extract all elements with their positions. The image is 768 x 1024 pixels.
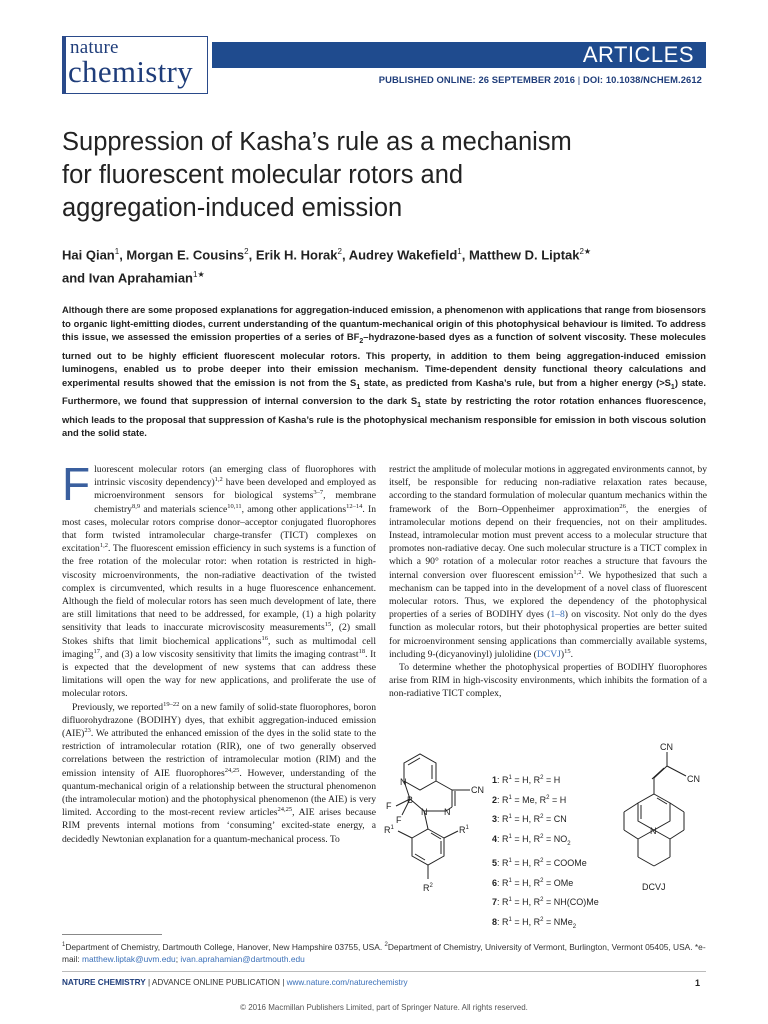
journal-website-link[interactable]: www.nature.com/naturechemistry: [286, 978, 408, 987]
author-list: [62, 242, 722, 289]
citation-ref[interactable]: 24,25: [277, 806, 293, 814]
compound-list: [492, 770, 599, 936]
compound-row: 1: $R^1 = H$, $R^2 = H$: [492, 775, 561, 785]
abstract-text: state by restricting the rotor rotation enhances fluorescence, which leads to the proposal that suppression of Kasha’s rule is the photophysical mechanism responsible for emission in both viscous solution and the solid state.: [62, 395, 706, 439]
atom-label: F: [396, 815, 402, 825]
subscript: 1: [356, 383, 361, 391]
citation-ref[interactable]: 17: [93, 647, 100, 655]
author-affiliation-mark: 2★: [579, 247, 592, 256]
atom-label: N: [650, 826, 657, 836]
copyright: © 2016 Macmillan Publishers Limited, part of Springer Nature. All rights reserved.: [240, 1003, 528, 1012]
compound-row: 6: $R^1 = H$, $R^2$ = OMe: [492, 877, 574, 888]
journal-footer: NATURE CHEMISTRY | ADVANCE ONLINE PUBLICATION | www.nature.com/naturechemistry: [62, 978, 408, 987]
citation-ref[interactable]: 8,9: [131, 502, 141, 510]
substituent-label: $R^2$: [423, 883, 433, 893]
atom-label: CN: [687, 774, 700, 784]
substituent-label: $R^1$: [384, 825, 394, 835]
citation-ref[interactable]: 16: [261, 634, 269, 642]
author-affiliation-mark: 2: [244, 247, 249, 256]
drop-cap: F: [62, 458, 91, 510]
body-paragraph: restrict the amplitude of molecular motions in aggregated environments cannot, by itself, be responsible for reducing non-radiative relaxation rates because, according to the standard formulation of molecular quantum mechanics within the framework of the Born–Oppenheimer approximation$^{26}$, the energies of intramolecular motions depend on their frequencies, not on their amplitudes. Instead, intramolecular motion must prevent access to a molecular structure that promotes non-radiative decay. One such molecular structure is a TICT complex in which a 90° rotation of a molecular rotor reaches a structure that favours the internal conversion over fluorescent emission$^{1,2}$. We hypothesized that such a mechanism can be tapped into in the development of a novel class of fluorescent molecular rotors. Thus, we explored the dependency of the photophysical properties of a series of BODIHY dyes (1–8) on viscosity. Not only do the dyes function as molecular rotors, but their photophysical properties are better suited for microenvironment sensing applications than commercially available systems, including 9-(dicyanovinyl) julolidine (DCVJ)$^{15}$.: [389, 464, 708, 660]
compound-row: 8: $R^1 = H$, $R^2 = NMe_2$: [492, 916, 577, 930]
citation-ref[interactable]: 12–14: [346, 502, 363, 510]
citation-ref[interactable]: 18: [358, 647, 366, 655]
author-affiliation-mark: 2: [337, 247, 342, 256]
bodihy-structure: [366, 745, 492, 905]
subscript: 1: [670, 383, 675, 391]
compound-link[interactable]: DCVJ: [536, 648, 561, 660]
compound-link[interactable]: 1–8: [550, 609, 565, 621]
compound-row: 5: $R^1 = H$, $R^2$ = COOMe: [492, 858, 587, 869]
citation-ref[interactable]: 1,2: [573, 568, 582, 576]
compound-row: 3: $R^1 = H$, $R^2$ = CN: [492, 814, 567, 825]
body-column-left: [62, 458, 377, 846]
doi[interactable]: DOI: 10.1038/NCHEM.2612: [582, 74, 702, 85]
compound-row: 4: $R^1 = H$, $R^2 = NO_2$: [492, 833, 571, 847]
citation-ref[interactable]: 15: [324, 621, 332, 629]
email-link[interactable]: ivan.aprahamian@dartmouth.edu: [180, 954, 305, 965]
citation-ref[interactable]: 15: [564, 647, 571, 655]
publication-info: [379, 74, 702, 85]
atom-label: B: [407, 795, 414, 805]
atom-label: N: [400, 777, 407, 787]
atom-label: F: [386, 801, 392, 811]
abstract-text: ) state. Furthermore, we found that suppression of internal conversion to the dark S: [62, 376, 706, 407]
body-paragraph: To determine whether the photophysical properties of BODIHY fluorophores arise from RIM in high-viscosity environments, which inhibits the formation of a non-radiative TICT complex,: [389, 662, 707, 700]
footnote-rule: [62, 934, 162, 935]
page-number: 1: [694, 978, 700, 988]
author-line: [62, 265, 722, 288]
atom-label: N: [444, 807, 451, 817]
journal-logo-bottom: chemistry: [68, 54, 193, 89]
author-line: [62, 242, 722, 265]
footer-rule: [62, 971, 706, 972]
atom-label: N: [421, 807, 428, 817]
author-name: and Ivan Aprahamian: [62, 270, 193, 286]
title-line: Suppression of Kasha’s rule as a mechanism: [62, 128, 572, 156]
abstract-text: Although there are some proposed explanations for aggregation-induced emission, a phenomenon with applications that range from biosensors to organic light-emitting diodes, current understanding of the quantum-mechanical origin of this photophysical behaviour is limited. To address this issue, we assessed the emission properties of a series of BF: [62, 304, 706, 343]
title-line: for fluorescent molecular rotors and: [62, 161, 464, 189]
journal-logo-top: nature: [70, 37, 119, 58]
compound-row: 2: $R^1 = Me$, $R^2 = H$: [492, 794, 567, 805]
abstract-text: –hydrazone-based dyes as a function of solvent viscosity. These molecules turned out to be highly efficient fluorescent molecular rotors. This property, in addition to them being aggregation-induced emission luminogens, enabled us to probe deeper into their emission mechanism. Time-dependent density functional theory calculations and experimental results showed that the emission is not from the S: [62, 331, 706, 388]
citation-ref[interactable]: 1,2: [214, 476, 223, 484]
subscript: 2: [359, 338, 364, 346]
citation-ref[interactable]: 24,25: [224, 766, 240, 774]
author-name: Hai Qian: [62, 247, 115, 263]
compound-row: 7: $R^1 = H$, $R^2 = NH(CO)Me$: [492, 897, 599, 908]
section-label: ARTICLES: [582, 42, 694, 67]
author-name: , Audrey Wakefield: [341, 247, 458, 263]
article-title: [62, 126, 722, 225]
title-line: aggregation-induced emission: [62, 194, 403, 222]
citation-ref[interactable]: 23: [84, 726, 91, 734]
citation-ref[interactable]: 1,2: [99, 542, 108, 550]
body-paragraph: Fluorescent molecular rotors (an emerging class of fluorophores with intrinsic viscosity dependency)$^{1,2}$ have been developed and employed as microenvironment sensors for biological systems$^{3-7}$, membrane chemistry$^{8,9}$ and materials science$^{10,11}$, among other applications$^{12-14}$. In most cases, molecular rotors comprise donor–acceptor conjugated fluorophores that form twisted intramolecular charge-transfer (TICT) complexes on excitation$^{1,2}$. The fluorescent emission efficiency in such systems is a function of the free rotation of the molecular rotor: when rotation is restricted in high-viscosity microenvironments, the non-radiative deactivation of the twisted complex is circumvented, which results in a huge fluorescence enhancement. Although the field of molecular rotors has seen much development of late, there are still limitations that need to be addressed, for example, (1) a high polarity sensitivity that leads to inaccurate microviscosity measurements$^{15}$, (2) small Stokes shifts that limit biochemical applications$^{16}$, such as multimodal cell imaging$^{17}$, and (3) a low viscosity sensitivity that limits the imaging contrast$^{18}$. It is expected that the development of new systems that can address these limitations will open the way for new applications, and proliferate the use of molecular rotors.: [62, 458, 377, 700]
subscript: 1: [417, 402, 422, 410]
abstract-text: state, as predicted from Kasha’s rule, but from a higher energy (>S: [360, 376, 671, 388]
body-column-right: [389, 463, 707, 701]
substituent-label: $R^1$: [459, 825, 469, 835]
author-name: , Morgan E. Cousins: [119, 247, 245, 263]
affiliations: $^1$Department of Chemistry, Dartmouth College, Hanover, New Hampshire 03755, USA. $^2$Department of Chemistry, University of Vermont, Burlington, Vermont 05405, USA. *e-mail: matthew.liptak@uvm.edu; ivan.aprahamian@dartmouth.edu: [62, 941, 706, 965]
publication-separator: |: [575, 74, 583, 85]
author-name: , Erik H. Horak: [248, 247, 338, 263]
email-link[interactable]: matthew.liptak@uvm.edu: [82, 954, 176, 965]
citation-ref[interactable]: 19–22: [163, 700, 180, 708]
atom-label: CN: [471, 785, 484, 795]
abstract: [62, 303, 706, 440]
citation-ref[interactable]: 10,11: [227, 502, 242, 510]
body-paragraph: Previously, we reported$^{19-22}$ on a new family of solid-state fluorophores, boron difluorohydrazone (BODIHY) dyes, that exhibit aggregation-induced emission (AIE)$^{23}$. We attributed the enhanced emission of the dyes in the solid state to the restriction of intramolecular rotation (RIR), one of two generally observed correlations between the restriction of intramolecular motion (RIM) and the emission intensity of AIE fluorophores$^{24,25}$. However, understanding of the quantum-mechanical origin of a relationship between the structural phenomenon (the intramolecular motion) and the photophysical phenomenon (the AIE) is very limited. According to the most-recent review articles$^{24,25}$, AIE arises because RIM prevents internal motions from ‘consuming’ excited-state energy, a decidedly Newtonian explanation for a quantum-mechanical process. To: [62, 700, 377, 845]
citation-ref[interactable]: 26: [619, 502, 626, 510]
dcvj-structure: [612, 738, 722, 898]
author-name: , Matthew D. Liptak: [461, 247, 580, 263]
author-affiliation-mark: 1: [457, 247, 462, 256]
published-date: PUBLISHED ONLINE: 26 SEPTEMBER 2016: [378, 74, 576, 85]
author-affiliation-mark: 1★: [193, 270, 205, 280]
atom-label: CN: [660, 742, 673, 752]
compound-name: DCVJ: [642, 882, 666, 892]
author-affiliation-mark: 1: [114, 247, 120, 256]
citation-ref[interactable]: 3–7: [313, 489, 324, 497]
